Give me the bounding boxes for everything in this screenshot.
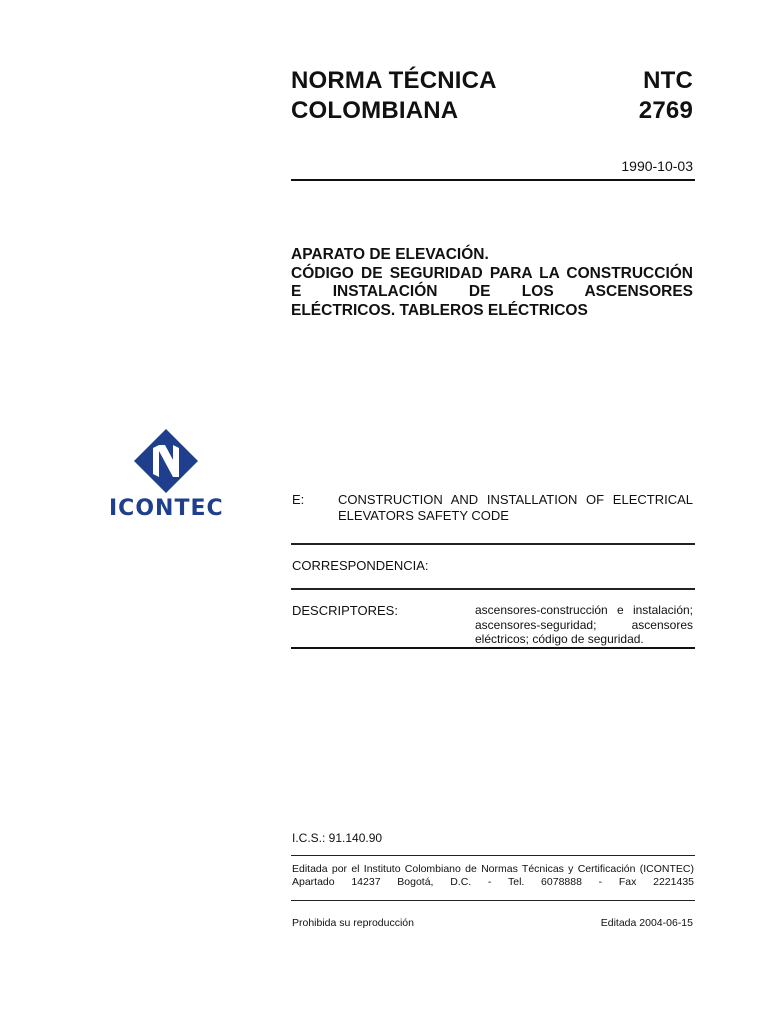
- subject-line: ELÉCTRICOS. TABLEROS ELÉCTRICOS: [291, 301, 588, 319]
- standard-code-prefix: NTC: [643, 67, 693, 94]
- standard-code-number: 2769: [638, 97, 693, 124]
- descriptors-line: ascensores-seguridad; ascensores: [475, 617, 693, 632]
- descriptors-line: eléctricos; código de seguridad.: [475, 632, 644, 646]
- subject-line: CÓDIGO DE SEGURIDAD PARA LA CONSTRUCCIÓN: [291, 264, 693, 282]
- edition-divider: [291, 900, 695, 901]
- edition-info: [292, 863, 694, 888]
- descriptors-label: DESCRIPTORES:: [292, 603, 398, 618]
- descriptors-value: [475, 603, 693, 647]
- descriptors-line: ascensores-construcción e instalación;: [475, 603, 693, 617]
- ics-divider: [291, 855, 695, 856]
- english-title-line: CONSTRUCTION AND INSTALLATION OF ELECTRICAL: [338, 492, 693, 507]
- english-divider: [291, 543, 695, 545]
- descriptors-divider: [291, 647, 695, 649]
- standard-type-title-line2: COLOMBIANA: [291, 97, 459, 124]
- subject-line: E INSTALACIÓN DE LOS ASCENSORES: [291, 283, 693, 300]
- correspondence-divider: [291, 588, 695, 590]
- english-title-key: E:: [292, 492, 305, 507]
- logo-wordmark: ICONTEC: [109, 496, 224, 521]
- header-divider: [291, 179, 695, 181]
- standard-type-title-line1: NORMA TÉCNICA: [291, 67, 497, 94]
- publication-date: 1990-10-03: [621, 158, 693, 174]
- reproduction-notice: Prohibida su reproducción: [292, 917, 414, 929]
- edition-date: Editada 2004-06-15: [600, 917, 693, 929]
- edition-line: Editada por el Instituto Colombiano de Normas Técnicas y Certificación (ICONTEC): [292, 863, 694, 875]
- document-subject: [291, 246, 693, 320]
- correspondence-label: CORRESPONDENCIA:: [292, 558, 429, 573]
- icontec-logo: [109, 428, 223, 522]
- subject-line: APARATO DE ELEVACIÓN.: [291, 246, 489, 263]
- ics-code: I.C.S.: 91.140.90: [292, 831, 383, 845]
- edition-line: Apartado 14237 Bogotá, D.C. - Tel. 6078888 - Fax 2221435: [292, 875, 694, 888]
- english-title: [338, 492, 693, 524]
- english-title-line: ELEVATORS SAFETY CODE: [338, 508, 509, 523]
